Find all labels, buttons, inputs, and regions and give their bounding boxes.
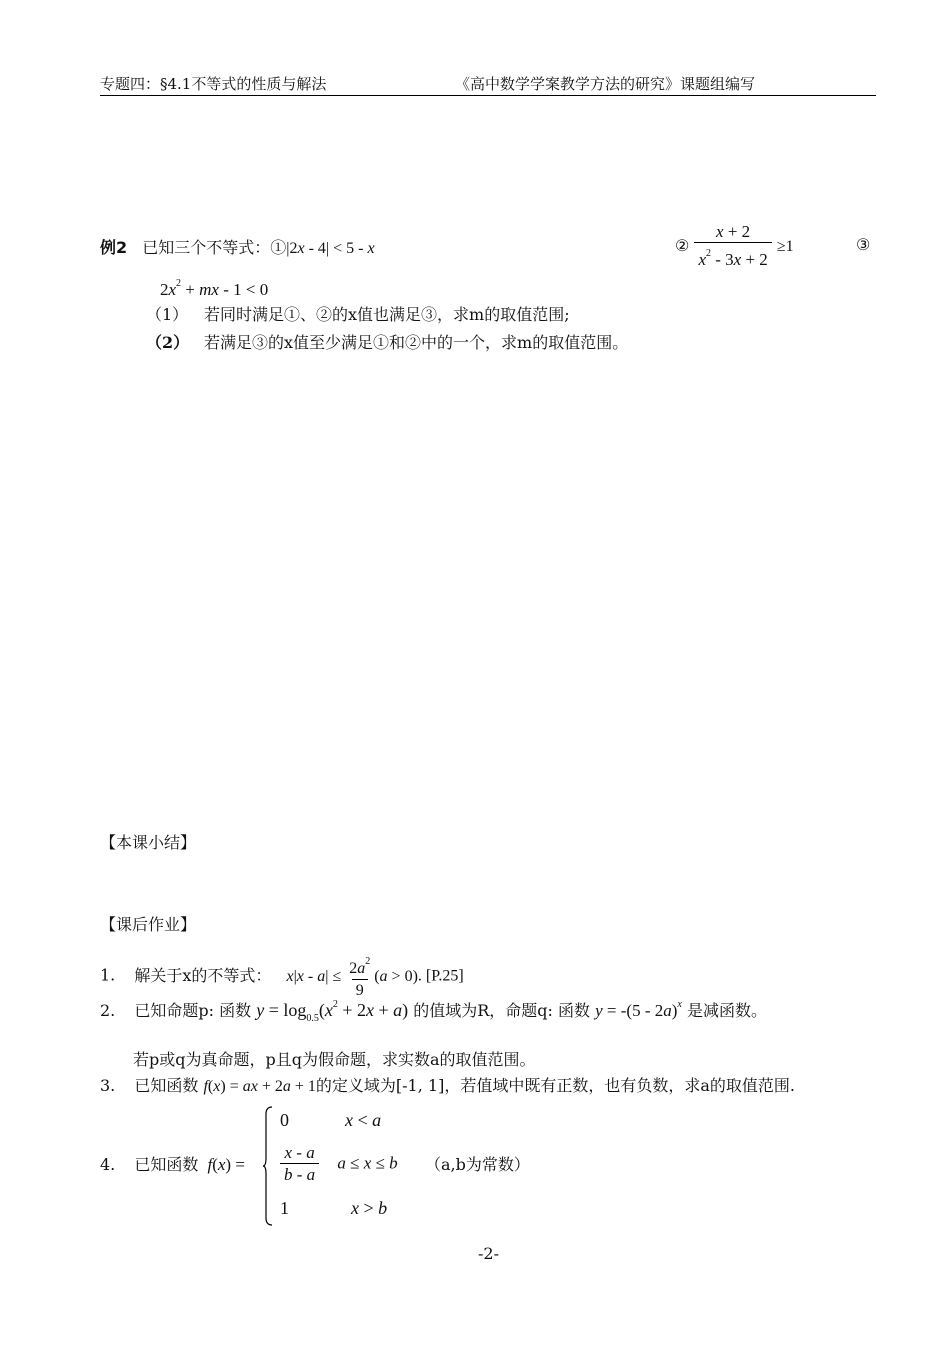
question-2-num: （2） xyxy=(146,333,190,352)
homework-item-3 xyxy=(100,1073,795,1096)
item-4-num: 4. xyxy=(100,1155,116,1174)
item-2-math2: y = -(5 - 2a)$^x$ xyxy=(595,999,682,1020)
item-2-math: $y = \log_{0.5}(x^2 + 2x + a)$ xyxy=(256,999,409,1024)
item-1-math: x|x - a| ≤ $\frac{2a^2}{9}$ (a > 0) xyxy=(286,968,417,985)
item-4-text: 已知函数 xyxy=(134,1155,199,1174)
case-2: $\frac{x - a}{b - a}$ a ≤ x ≤ b xyxy=(280,1143,398,1186)
homework-item-2 xyxy=(100,998,767,1024)
item-2-mid: 的值域为R，命题q: 函数 xyxy=(413,1001,591,1020)
question-1-text: 若同时满足①、②的x值也满足③，求m的取值范围; xyxy=(204,305,570,324)
item-2-line2: 若p或q为真命题，p且q为假命题，求实数a的取值范围。 xyxy=(133,1050,536,1069)
header-left: 专题四：§4.1不等式的性质与解法 xyxy=(100,75,327,93)
circle-2: ② xyxy=(675,236,690,255)
item-3-num: 3. xyxy=(100,1076,116,1095)
inequality-3: $2x^2$ + mx - 1 < 0 xyxy=(160,278,269,299)
question-2-text: 若满足③的x值至少满足①和②中的一个，求m的取值范围。 xyxy=(204,333,629,352)
circle-3: ③ xyxy=(856,235,871,254)
item-3-tail: 的定义域为[-1, 1]，若值域中既有正数，也有负数，求a的取值范围. xyxy=(315,1076,795,1095)
page-number: -2- xyxy=(478,1244,499,1263)
homework-item-1 xyxy=(100,952,464,1002)
item-4-tail: （a,b为常数） xyxy=(425,1155,530,1174)
item-1-tail: . [P.25] xyxy=(417,967,464,985)
item-2-num: 2. xyxy=(100,1001,116,1020)
item-2-text: 已知命题p: 函数 xyxy=(134,1001,252,1020)
item-4-math: f(x) = xyxy=(207,1155,245,1174)
homework-item-4 xyxy=(100,1152,245,1175)
question-1-num: （1） xyxy=(146,305,189,324)
item-3-math: f(x) = ax + 2a + 1 xyxy=(203,1078,316,1095)
inequality-2-rhs: ≥1 xyxy=(776,238,794,255)
case-1: 0 x < a xyxy=(280,1110,382,1130)
item-2-tail: 是减函数。 xyxy=(686,1001,767,1020)
inequality-2 xyxy=(675,222,794,271)
homework-title: 【课后作业】 xyxy=(100,915,197,934)
item-1-num: 1. xyxy=(100,965,116,985)
case-3: 1 x > b xyxy=(280,1198,388,1218)
header-right: 《高中数学学案教学方法的研究》课题组编写 xyxy=(455,75,756,93)
header-rule xyxy=(100,95,876,96)
summary-title: 【本课小结】 xyxy=(100,833,197,852)
inequality-1: |2x - 4| < 5 - x xyxy=(286,240,375,257)
example2-intro: 已知三个不等式：① xyxy=(142,238,287,257)
item-1-text: 解关于x的不等式： xyxy=(134,965,272,985)
item-3-text: 已知函数 xyxy=(134,1076,199,1095)
example2-label: 例2 xyxy=(100,238,128,257)
piecewise-brace xyxy=(263,1106,273,1226)
inequality-2-fraction: $\frac{x + 2}{x^2 - 3x + 2}$ xyxy=(694,222,771,271)
example2-line xyxy=(100,235,375,258)
